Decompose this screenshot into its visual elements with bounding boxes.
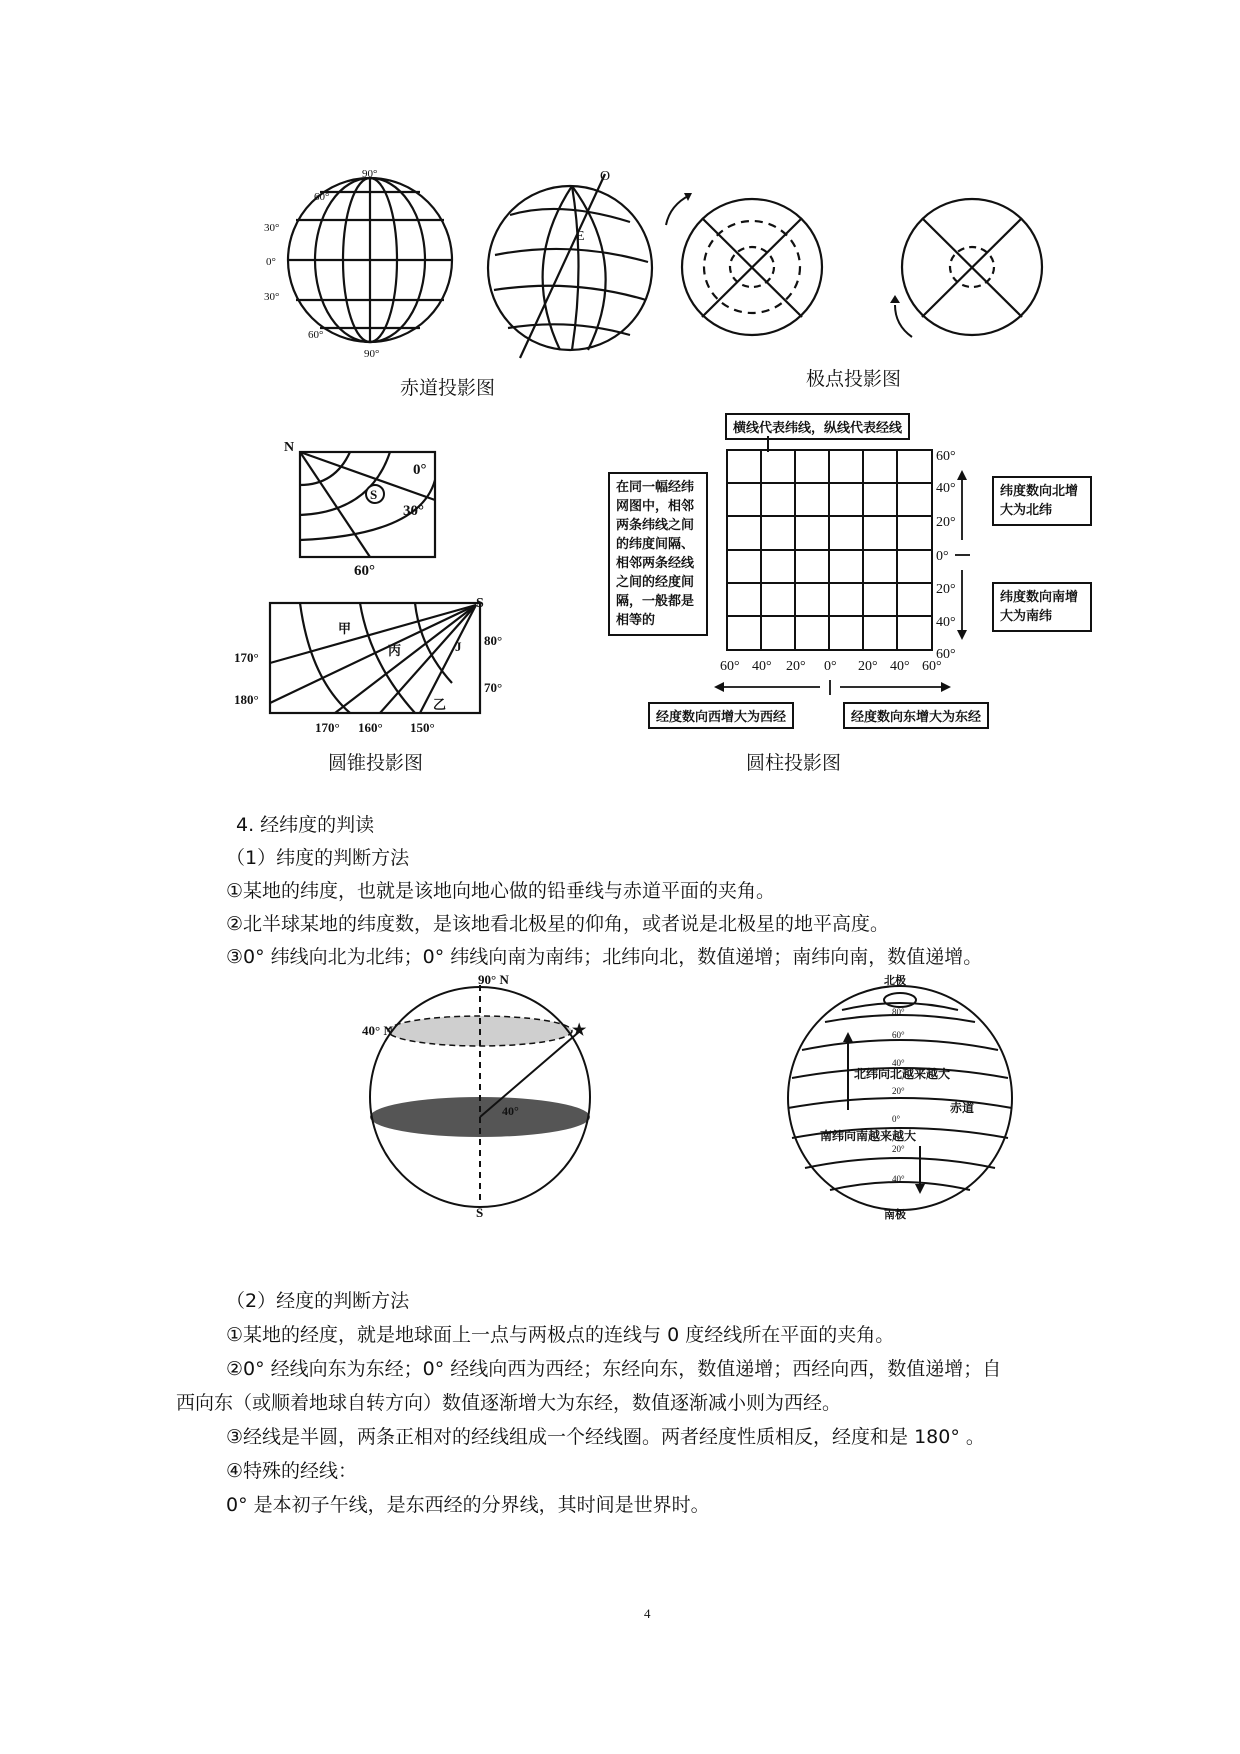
- cyl-east-note: 经度数向东增大为东经: [843, 702, 989, 729]
- caption-conic-projection: 圆锥投影图: [328, 752, 424, 774]
- longitude-sub2: （2）经度的判断方法: [226, 1290, 410, 1312]
- longitude-p4: ④特殊的经线：: [226, 1460, 358, 1482]
- conic-rect2-corner-s: S: [476, 596, 484, 611]
- cyl-left-note: 在同一幅经纬网图中，相邻两条纬线之间的纬度间隔、相邻两条经线之间的经度间隔，一般都是相等的: [608, 472, 708, 636]
- longitude-p3: ③经线是半圆，两条正相对的经线组成一个经线圈。两者经度性质相反，经度和是 180° 。: [226, 1426, 985, 1448]
- lat-trend-north-pole: 北极: [884, 975, 906, 987]
- cyl-bottom-label-60w: 60°: [720, 659, 740, 674]
- cyl-west-note: 经度数向西增大为西经: [648, 702, 794, 729]
- conic-rect2-label-80: 80°: [484, 633, 503, 648]
- conic-rect2-ding: J: [455, 639, 462, 654]
- cyl-right-label-40n: 40°: [936, 481, 956, 496]
- cyl-right-label-0: 0°: [936, 549, 949, 564]
- conic-rect1-label-0: 0°: [413, 462, 427, 478]
- globe1-label-60n: 60°: [314, 191, 330, 203]
- cyl-right-label-60s: 60°: [936, 647, 956, 662]
- section4-heading: 4. 经纬度的判读: [236, 814, 375, 836]
- lat-trend-south-pole: 南极: [884, 1209, 906, 1221]
- page-number: 4: [644, 1606, 651, 1621]
- lat-trend-label-20s: 20°: [892, 1144, 905, 1154]
- cyl-right-label-60n: 60°: [936, 449, 956, 464]
- conic-rect2-bing: 丙: [388, 643, 402, 658]
- latitude-trend-globe: [780, 975, 1020, 1221]
- lat-trend-label-40s: 40°: [892, 1174, 905, 1184]
- globe1-label-0: 0°: [266, 256, 276, 268]
- cyl-bottom-label-20w: 20°: [786, 659, 806, 674]
- caption-equatorial-projection: 赤道投影图: [400, 377, 496, 399]
- globe1-label-90n: 90°: [362, 168, 378, 180]
- longitude-p2b: 西向东（或顺着地球自转方向）数值逐渐增大为东经，数值逐渐减小则为西经。: [176, 1392, 842, 1414]
- conic-rect2-label-170: 170°: [234, 650, 259, 665]
- lat-globe-top-label: 90° N: [478, 972, 509, 987]
- section4-p2: ②北半球某地的纬度数，是该地看北极星的仰角，或者说是北极星的地平高度。: [226, 913, 890, 935]
- conic-projection-rect-south: [234, 593, 503, 738]
- cyl-bottom-label-20e: 20°: [858, 659, 878, 674]
- conic-rect1-point-s: S: [370, 487, 378, 502]
- cyl-top-label: 横线代表纬线，纵线代表经线: [725, 413, 910, 440]
- conic-rect2-bottom-160: 160°: [358, 720, 383, 735]
- conic-rect2-jia: 甲: [338, 621, 352, 636]
- conic-rect1-label-30: 30°: [403, 503, 424, 519]
- conic-rect2-bottom-150: 150°: [410, 720, 435, 735]
- longitude-p2a: ②0° 经线向东为东经；0° 经线向西为西经；东经向东，数值递增；西经向西，数值递增；自: [226, 1358, 1002, 1380]
- cyl-bottom-label-60e: 60°: [922, 659, 942, 674]
- conic-rect2-label-70: 70°: [484, 680, 503, 695]
- lat-trend-equator: 赤道: [950, 1101, 975, 1115]
- section4-p1: ①某地的纬度，也就是该地向地心做的铅垂线与赤道平面的夹角。: [226, 880, 776, 902]
- equatorial-projection-globe: [264, 160, 470, 360]
- lat-trend-label-60: 60°: [892, 1030, 905, 1040]
- caption-cylindrical-projection: 圆柱投影图: [746, 752, 842, 774]
- cyl-bottom-label-40w: 40°: [752, 659, 772, 674]
- conic-rect2-bottom-170: 170°: [315, 720, 340, 735]
- svg-text:★: ★: [572, 1022, 587, 1039]
- lat-trend-label-80: 80°: [892, 1007, 905, 1017]
- section4-p3: ③0° 纬线向北为北纬；0° 纬线向南为南纬；北纬向北，数值递增；南纬向南，数值递增。: [226, 946, 983, 968]
- conic-rect1-corner-n: N: [284, 440, 295, 455]
- globe2-label-o: O: [600, 169, 611, 184]
- lat-trend-label-40n: 40°: [892, 1058, 905, 1068]
- polar-projection-north: [670, 185, 835, 345]
- cyl-bottom-label-40e: 40°: [890, 659, 910, 674]
- globe1-label-30s: 30°: [264, 291, 280, 303]
- cyl-axis-labels: [700, 440, 990, 710]
- cyl-north-note: 纬度数向北增大为北纬: [992, 476, 1092, 526]
- conic-projection-rect-north: [280, 440, 450, 580]
- lat-globe-lat-label: 40° N: [362, 1023, 393, 1038]
- globe2-label-e: E: [576, 229, 585, 244]
- lat-trend-label-0: 0°: [892, 1114, 901, 1124]
- lat-trend-label-20n: 20°: [892, 1086, 905, 1096]
- lat-trend-north-text: 北纬向北越来越大: [854, 1067, 951, 1081]
- caption-polar-projection: 极点投影图: [806, 368, 902, 390]
- longitude-p1: ①某地的经度，就是地球面上一点与两极点的连线与 0 度经线所在平面的夹角。: [226, 1324, 895, 1346]
- globe1-label-60s: 60°: [308, 329, 324, 341]
- cyl-bottom-label-0: 0°: [824, 659, 837, 674]
- longitude-p5: 0° 是本初子午线，是东西经的分界线，其时间是世界时。: [226, 1494, 710, 1516]
- globe1-label-30n: 30°: [264, 222, 280, 234]
- section4-sub1: （1）纬度的判断方法: [226, 847, 410, 869]
- globe1-label-90s: 90°: [364, 348, 380, 360]
- conic-rect1-label-60: 60°: [354, 563, 375, 579]
- cyl-right-label-20s: 20°: [936, 582, 956, 597]
- cyl-south-note: 纬度数向南增大为南纬: [992, 582, 1092, 632]
- polar-projection-south: [890, 185, 1055, 345]
- lat-trend-south-text: 南纬向南越来越大: [820, 1129, 917, 1143]
- lat-globe-angle-label: 40°: [502, 1104, 519, 1118]
- tilted-globe: [480, 170, 660, 360]
- conic-rect2-yi: 乙: [433, 697, 447, 712]
- cyl-right-label-40s: 40°: [936, 615, 956, 630]
- conic-rect2-label-180: 180°: [234, 692, 259, 707]
- latitude-angle-globe: [350, 972, 610, 1220]
- lat-globe-bottom-label: S: [476, 1205, 484, 1220]
- cyl-right-label-20n: 20°: [936, 515, 956, 530]
